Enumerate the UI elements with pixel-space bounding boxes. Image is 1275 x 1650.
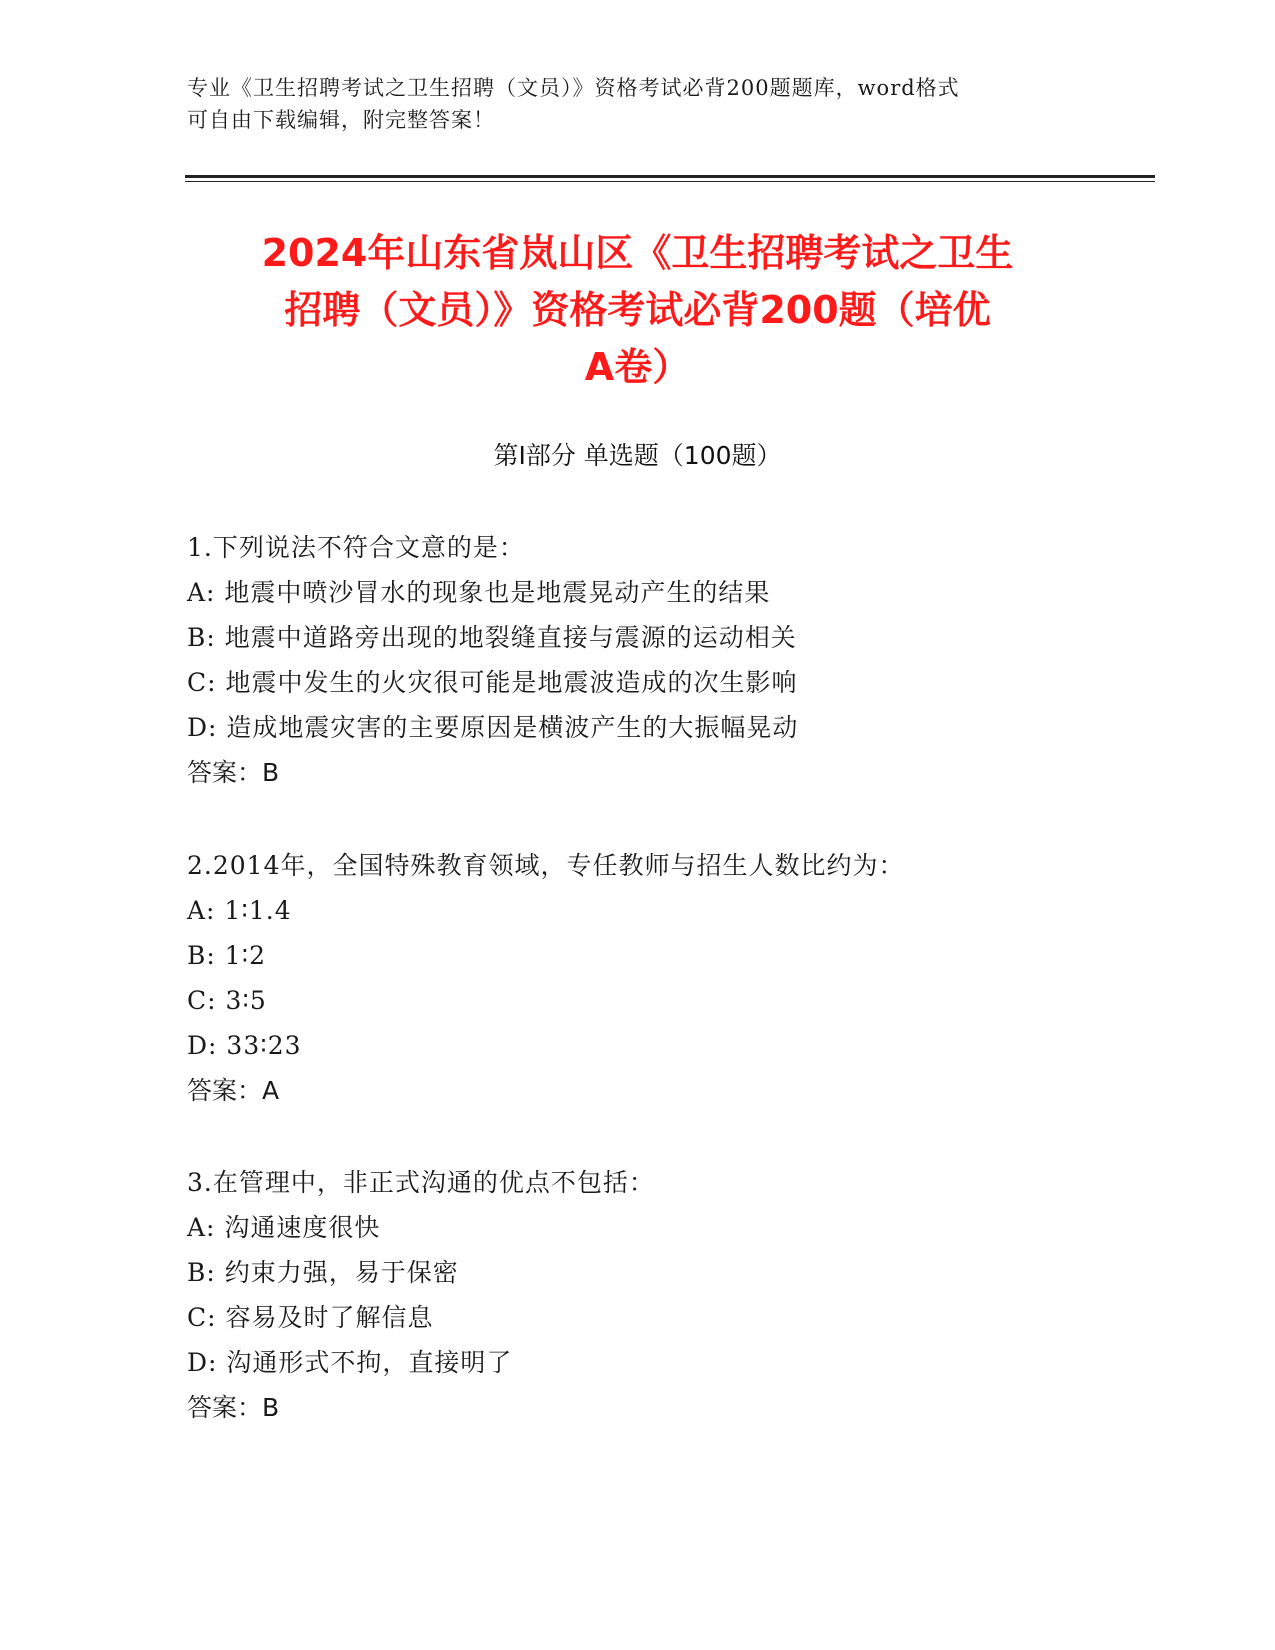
section-heading: 第I部分 单选题（100题） [493,441,782,470]
option-a: A: 沟通速度很快 [187,1213,381,1242]
document-title [180,225,1095,396]
question-1 [187,525,1087,795]
option-d: D: 33∶23 [187,1031,302,1060]
answer: 答案：B [187,1393,280,1422]
question-3 [187,1160,1087,1430]
header-line-1: 专业《卫生招聘考试之卫生招聘（文员）》资格考试必背200题题库，word格式 [187,76,960,100]
option-a: A: 地震中喷沙冒水的现象也是地震晃动产生的结果 [187,578,771,607]
option-c: C: 地震中发生的火灾很可能是地震波造成的次生影响 [187,668,798,697]
title-line-2: 招聘（文员）》资格考试必背200题（培优 [284,288,991,332]
option-d: D: 沟通形式不拘，直接明了 [187,1348,513,1377]
header-line-2: 可自由下载编辑，附完整答案！ [187,108,495,132]
header-divider-thin [185,181,1155,182]
option-a: A: 1∶1.4 [187,896,292,925]
title-line-1: 2024年山东省岚山区《卫生招聘考试之卫生 [261,231,1014,275]
question-stem: 3.在管理中，非正式沟通的优点不包括： [187,1168,655,1197]
header-divider-thick [185,175,1155,178]
option-d: D: 造成地震灾害的主要原因是横波产生的大振幅晃动 [187,713,799,742]
option-b: B: 1∶2 [187,941,267,970]
question-stem: 1.下列说法不符合文意的是： [187,533,525,562]
question-2 [187,843,1087,1113]
option-c: C: 3∶5 [187,986,267,1015]
page-header [187,72,1087,136]
title-line-3: A卷） [584,345,691,389]
answer: 答案：A [187,1076,280,1105]
answer: 答案：B [187,758,280,787]
option-c: C: 容易及时了解信息 [187,1303,434,1332]
question-stem: 2.2014年，全国特殊教育领域，专任教师与招生人数比约为： [187,851,905,880]
option-b: B: 地震中道路旁出现的地裂缝直接与震源的运动相关 [187,623,797,652]
option-b: B: 约束力强，易于保密 [187,1258,459,1287]
